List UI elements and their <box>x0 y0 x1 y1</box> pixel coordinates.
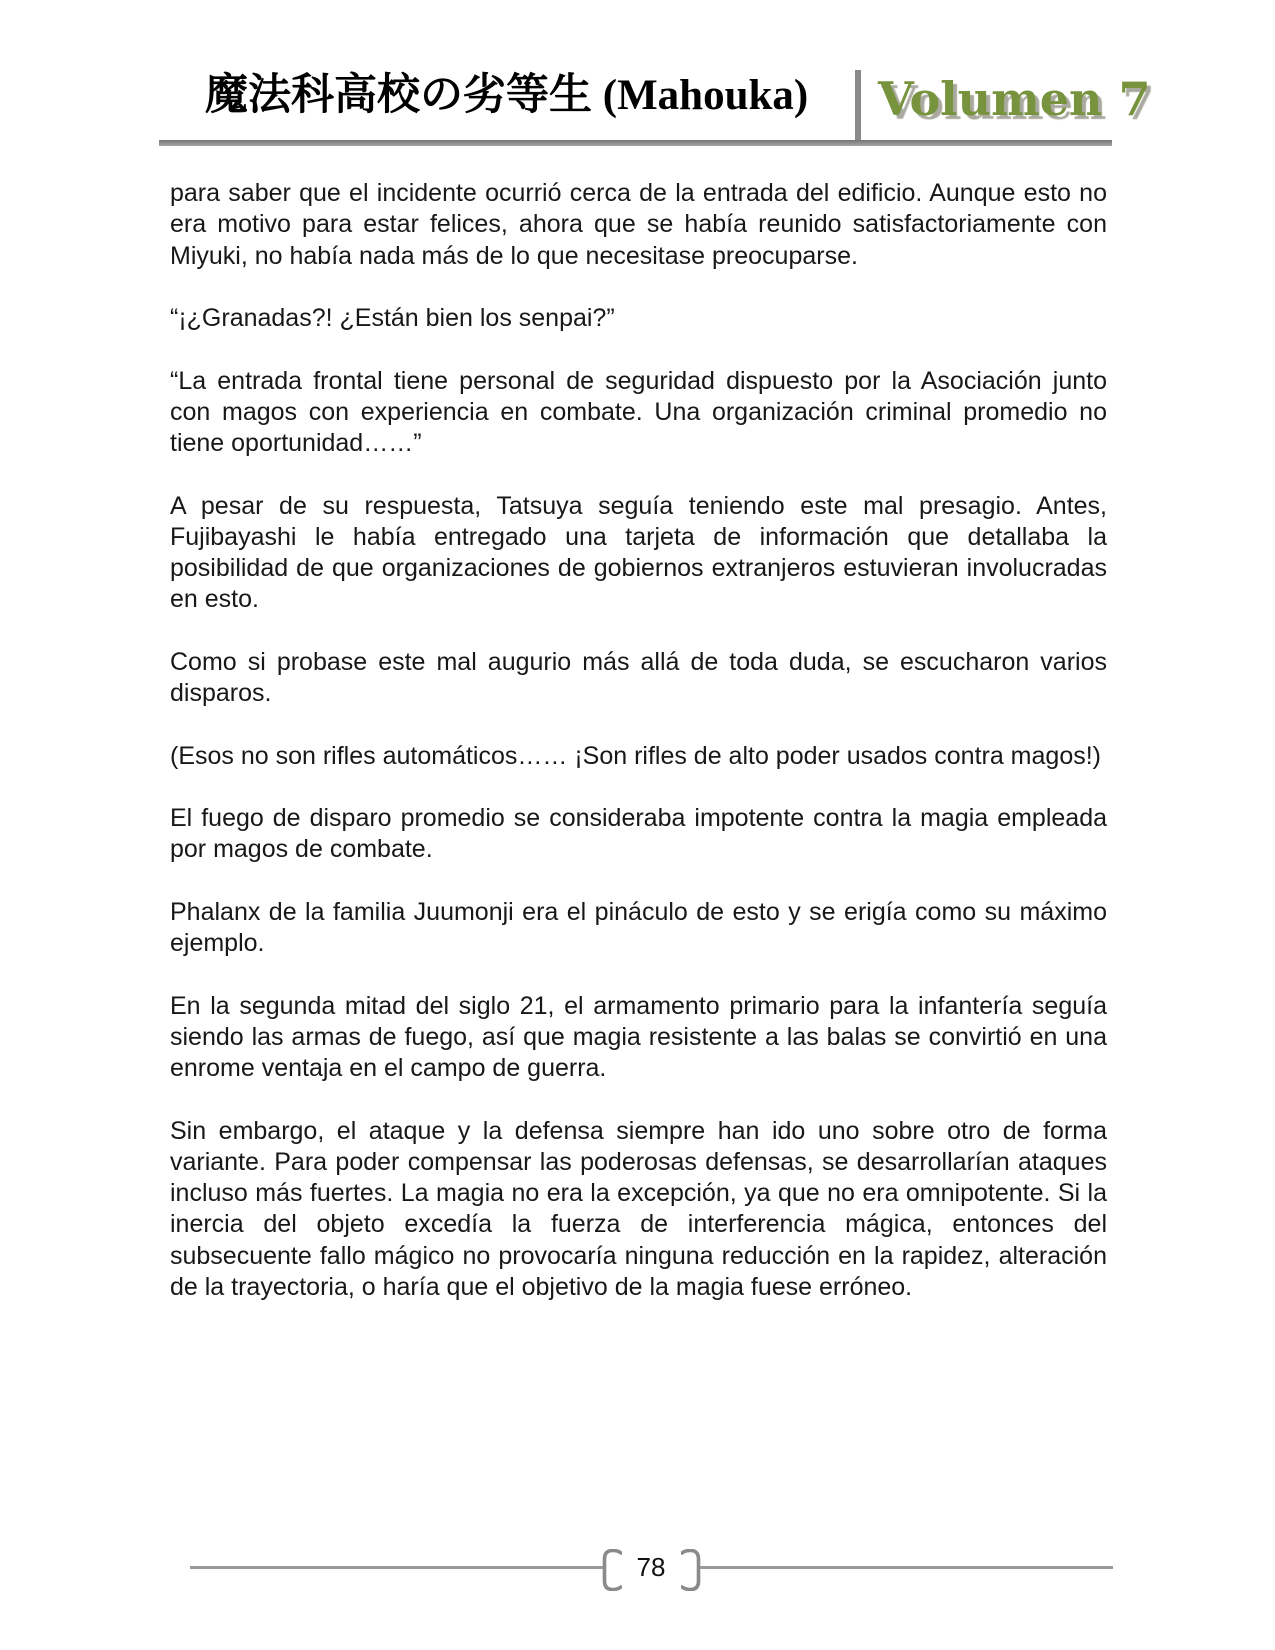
paragraph: “La entrada frontal tiene personal de seguridad dispuesto por la Asociación junto con magos con experiencia en combate. Una organización criminal promedio no tiene oportunidad……” <box>170 366 1107 457</box>
page-body <box>170 178 1107 1334</box>
footer-rule-right <box>700 1566 1113 1569</box>
page-number: 78 <box>636 1552 666 1582</box>
paragraph: Phalanx de la familia Juumonji era el pináculo de esto y se erigía como su máximo ejemplo. <box>170 897 1107 957</box>
paragraph: Como si probase este mal augurio más allá de toda duda, se escucharon varios disparos. <box>170 647 1107 707</box>
footer-rule-left <box>190 1566 603 1569</box>
paragraph: A pesar de su respuesta, Tatsuya seguía teniendo este mal presagio. Antes, Fujibayashi le había entregado una tarjeta de información que detallaba la posibilidad de que organizaciones de gobiernos extranjeros estuvieran involucradas en esto. <box>170 491 1107 614</box>
page-number-bracket-right-icon <box>681 1549 703 1591</box>
header-divider-bar <box>855 70 861 144</box>
paragraph: Sin embargo, el ataque y la defensa siempre han ido uno sobre otro de forma variante. Para poder compensar las poderosas defensas, se desarrollarían ataques incluso más fuertes. La magia no era la excepción, ya que no era omnipotente. Si la inercia del objeto excedía la fuerza de interferencia mágica, entonces del subsecuente fallo mágico no provocaría ninguna reducción en la rapidez, alteración de la trayectoria, o haría que el objetivo de la magia fuese erróneo. <box>170 1116 1107 1301</box>
paragraph: En la segunda mitad del siglo 21, el armamento primario para la infantería seguía siendo las armas de fuego, así que magia resistente a las balas se convirtió en una enrome ventaja en el campo de guerra. <box>170 991 1107 1082</box>
paragraph: “¡¿Granadas?! ¿Están bien los senpai?” <box>170 304 615 332</box>
paragraph: para saber que el incidente ocurrió cerca de la entrada del edificio. Aunque esto no era motivo para estar felices, ahora que se había reunido satisfactoriamente con Miyuki, no había nada más de lo que necesitase preocuparse. <box>170 179 1107 270</box>
paragraph: (Esos no son rifles automáticos…… ¡Son rifles de alto poder usados contra magos!) <box>170 741 1101 770</box>
volume-title: Volumen 7 <box>878 72 1151 126</box>
header-rule <box>159 140 1112 146</box>
paragraph: El fuego de disparo promedio se consideraba impotente contra la magia empleada por magos de combate. <box>170 804 1107 864</box>
book-title: 魔法科高校の劣等生 (Mahouka) <box>205 72 809 119</box>
